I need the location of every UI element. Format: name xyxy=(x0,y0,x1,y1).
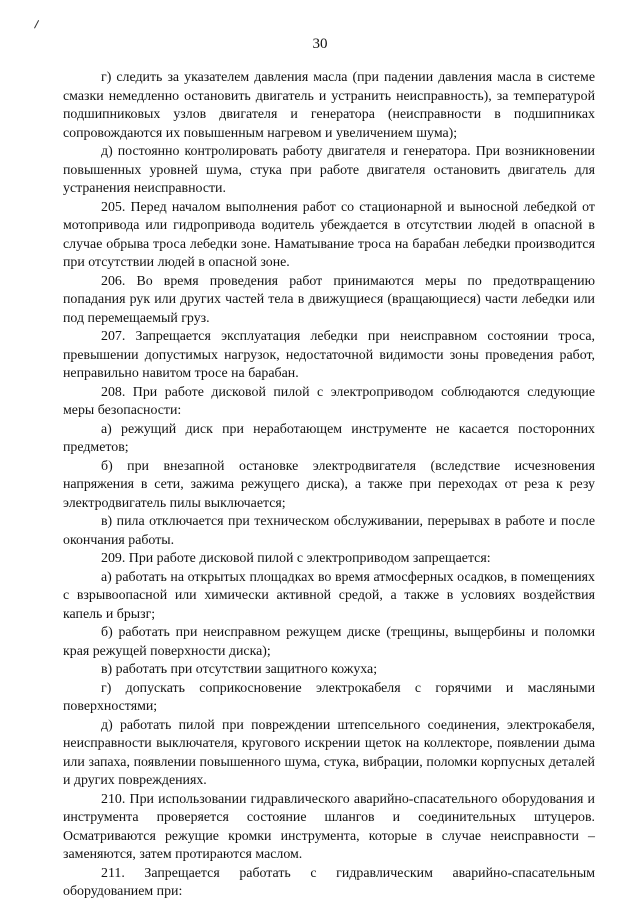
paragraph-208-v: в) пила отключается при техническом обслуживании, перерывах в работе и после окончания работы. xyxy=(63,514,595,548)
paragraph-208: 208. При работе дисковой пилой с электроприводом соблюдаются следующие меры безопасности: xyxy=(63,384,595,418)
paragraph-209-b: б) работать при неисправном режущем диске (трещины, выщербины и поломки края режущей поверхности диска); xyxy=(63,625,595,659)
paragraph-205: 205. Перед началом выполнения работ со стационарной и выносной лебедкой от мотопривода или гидропривода водитель убеждается в отсутствии людей в опасной в случае обрыва троса лебедки зоне. Наматывание троса на барабан лебедки производится при отсутствии людей в опасной зоне. xyxy=(63,199,595,270)
paragraph-210: 210. При использовании гидравлического аварийно-спасательного оборудования и инструмента проверяется состояние шлангов и соединительных штуцеров. Осматриваются режущие кромки инструмента, которые в случае неисправности – заменяются, затем протираются маслом. xyxy=(63,791,595,862)
page-number: 30 xyxy=(312,36,328,52)
paragraph-209-v: в) работать при отсутствии защитного кожуха; xyxy=(101,662,378,677)
paragraph-209-g: г) допускать соприкосновение электрокабеля с горячими и масляными поверхностями; xyxy=(63,680,595,714)
paragraph-209-d: д) работать пилой при повреждении штепсельного соединения, электрокабеля, неисправности выключателя, кругового искрении щеток на коллекторе, появлении дыма или запаха, появлении повышенного шума, стука, вибрации, поломки корпусных деталей и других повреждениях. xyxy=(63,717,595,788)
paragraph-208-a: а) режущий диск при неработающем инструменте не касается посторонних предметов; xyxy=(63,421,595,455)
paragraph-209-a: а) работать на открытых площадках во время атмосферных осадков, в помещениях с взрывоопасной или химически активной средой, а также в условиях воздействия капель и брызг; xyxy=(63,569,595,622)
document-body xyxy=(63,69,595,902)
paragraph-206: 206. Во время проведения работ принимаются меры по предотвращению попадания рук или других частей тела в движущиеся (вращающиеся) части лебедки или под перемещаемый груз. xyxy=(63,273,595,326)
paragraph-207: 207. Запрещается эксплуатация лебедки при неисправном состоянии троса, превышении допустимых нагрузок, недостаточной видимости зоны проведения работ, неправильно навитом тросе на барабан. xyxy=(63,329,595,381)
scan-mark xyxy=(34,20,40,29)
paragraph-g-oil-pressure: г) следить за указателем давления масла (при падении давления масла в системе смазки немедленно остановить двигатель и устранить неисправность), за температурой подшипниковых узлов двигателя и генератора (неисправности в подшипниках сопровождаются их повышенным нагревом и увеличением шума); xyxy=(63,70,595,141)
paragraph-209: 209. При работе дисковой пилой с электроприводом запрещается: xyxy=(101,551,491,566)
paragraph-d-engine-monitoring: д) постоянно контролировать работу двигателя и генератора. При возникновении повышенных уровней шума, стука при работе двигателя остановить двигатель для устранения неисправности. xyxy=(63,144,595,196)
paragraph-208-b: б) при внезапной остановке электродвигателя (вследствие исчезновения напряжения в сети, зажима режущего диска), а также при переходах от реза к резу электродвигатель пилы выключается; xyxy=(63,458,595,511)
paragraph-211: 211. Запрещается работать с гидравлическим аварийно-спасательным оборудованием при: xyxy=(63,865,595,899)
